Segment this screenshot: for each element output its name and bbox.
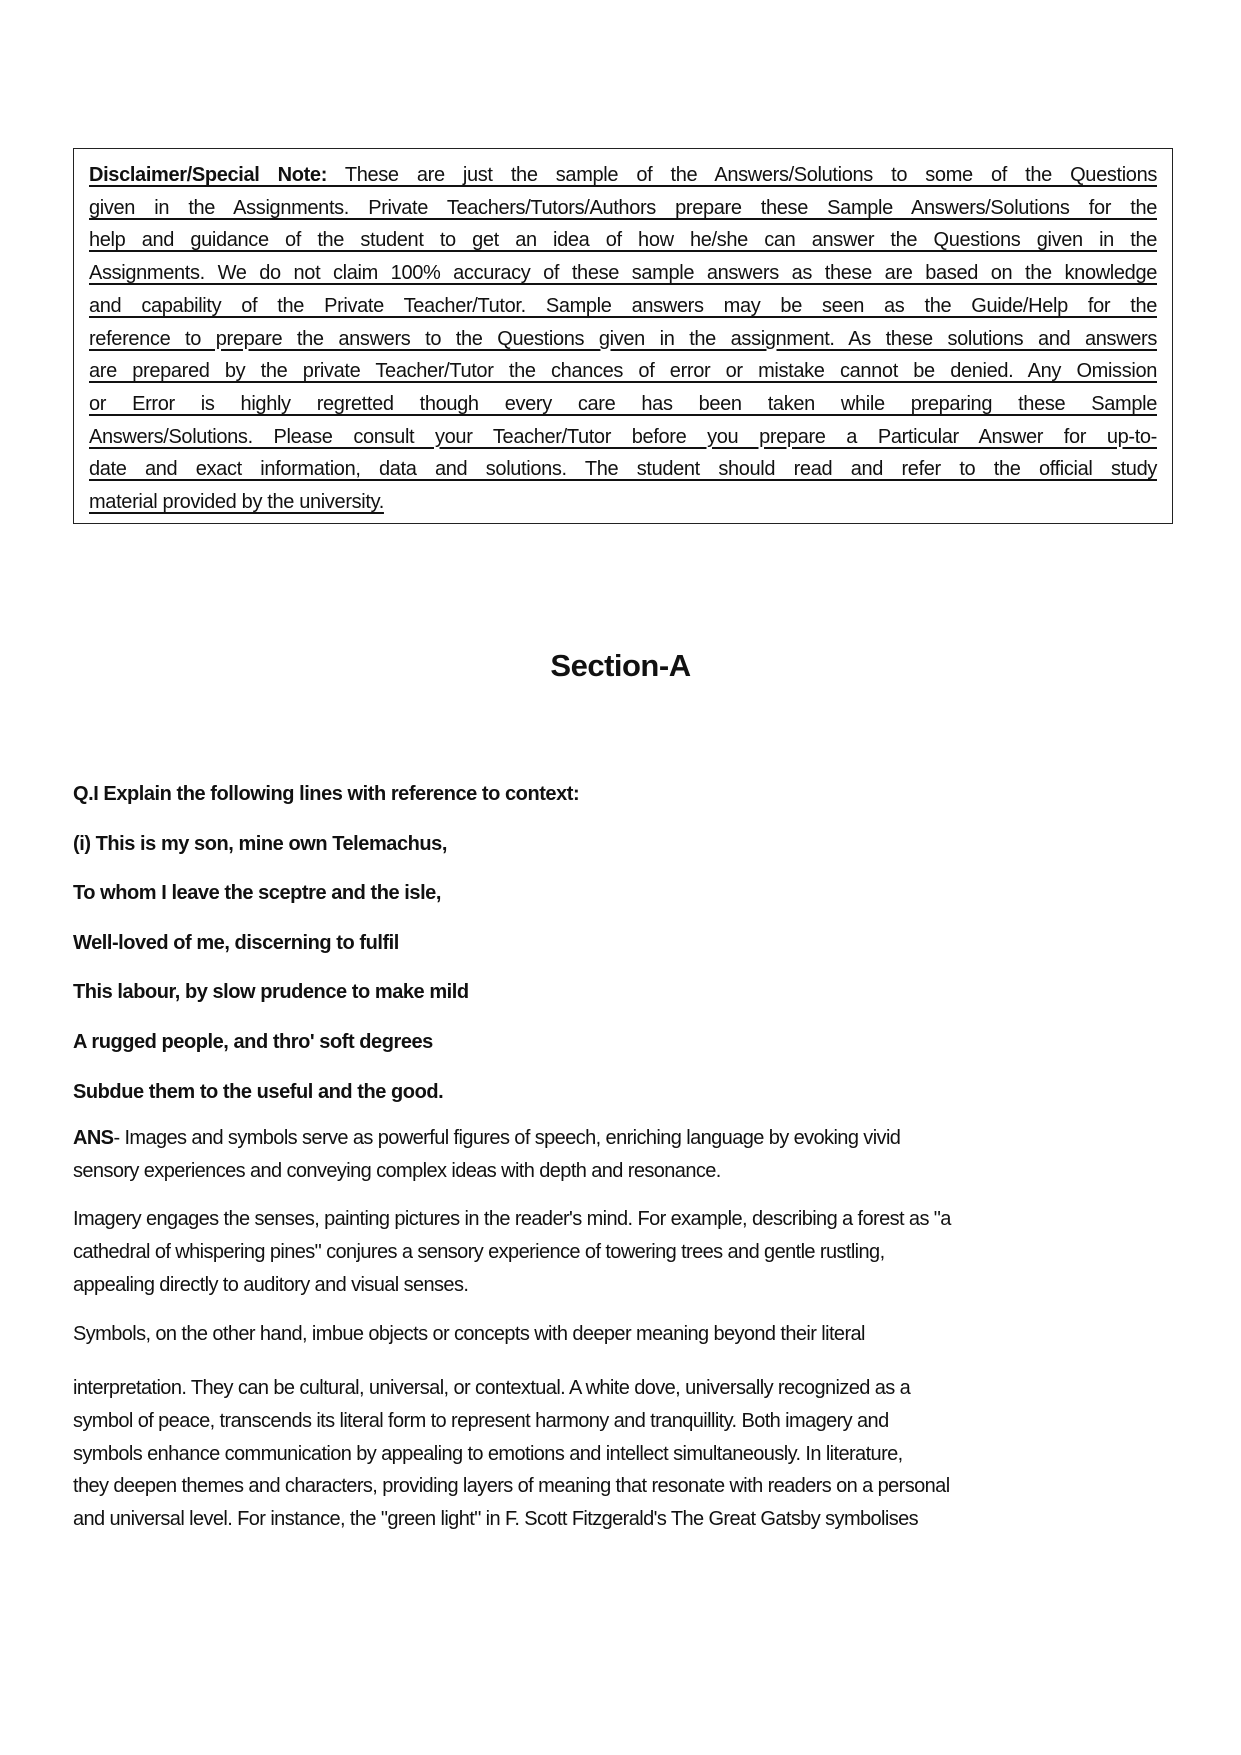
disclaimer-line: help and guidance of the student to get an idea of how he/she can answer the Questions given in the [89, 229, 1157, 252]
disclaimer-text [89, 159, 1157, 519]
answer-line: Imagery engages the senses, painting pictures in the reader's mind. For example, describing a forest as "a [73, 1208, 951, 1231]
poem-line: This labour, by slow prudence to make mild [73, 981, 469, 1004]
answer-paragraph [73, 1122, 1173, 1187]
answer-line: ANS- Images and symbols serve as powerful figures of speech, enriching language by evoking vivid [73, 1127, 901, 1149]
answer-line: cathedral of whispering pines" conjures a sensory experience of towering trees and gentle rustling, [73, 1241, 885, 1264]
question-block [73, 780, 1173, 1127]
disclaimer-line: are prepared by the private Teacher/Tutor the chances of error or mistake cannot be denied. Any Omission [89, 360, 1157, 383]
disclaimer-line: Assignments. We do not claim 100% accuracy of these sample answers as these are based on the knowledge [89, 262, 1157, 285]
poem-line: (i) This is my son, mine own Telemachus, [73, 832, 447, 855]
answer-line: they deepen themes and characters, providing layers of meaning that resonate with readers on a personal [73, 1475, 950, 1498]
disclaimer-line: reference to prepare the answers to the Questions given in the assignment. As these solutions and answers [89, 327, 1157, 350]
question-heading: Q.I Explain the following lines with reference to context: [73, 783, 580, 805]
answer-block [73, 1122, 1173, 1552]
disclaimer-line: material provided by the university. [89, 491, 384, 514]
answer-line: and universal level. For instance, the "green light" in F. Scott Fitzgerald's The Great Gatsby symbolises [73, 1508, 919, 1531]
poem-line: Subdue them to the useful and the good. [73, 1080, 444, 1103]
disclaimer-label: Disclaimer/Special Note: [89, 164, 328, 186]
answer-label: ANS [73, 1127, 114, 1149]
disclaimer-line: Disclaimer/Special Note: These are just the sample of the Answers/Solutions to some of the Questions [89, 164, 1157, 186]
disclaimer-line: given in the Assignments. Private Teachers/Tutors/Authors prepare these Sample Answers/Solutions for the [89, 196, 1157, 219]
section-title: Section-A [550, 648, 691, 683]
answer-line: Symbols, on the other hand, imbue objects or concepts with deeper meaning beyond their literal [73, 1322, 865, 1345]
disclaimer-line: date and exact information, data and solutions. The student should read and refer to the official study [89, 458, 1157, 481]
answer-paragraph [73, 1203, 1173, 1301]
answer-line: sensory experiences and conveying complex ideas with depth and resonance. [73, 1159, 721, 1182]
answer-line: symbol of peace, transcends its literal form to represent harmony and tranquillity. Both imagery and [73, 1409, 889, 1432]
answer-line: appealing directly to auditory and visual senses. [73, 1273, 469, 1296]
disclaimer-box [73, 148, 1173, 524]
poem-line: Well-loved of me, discerning to fulfil [73, 931, 399, 954]
disclaimer-line: Answers/Solutions. Please consult your Teacher/Tutor before you prepare a Particular Answer for up-to- [89, 425, 1157, 448]
poem-line: A rugged people, and thro' soft degrees [73, 1030, 433, 1053]
answer-line: symbols enhance communication by appealing to emotions and intellect simultaneously. In literature, [73, 1442, 903, 1465]
poem-line: To whom I leave the sceptre and the isle, [73, 882, 441, 905]
answer-paragraph [73, 1318, 1173, 1351]
disclaimer-line: or Error is highly regretted though every care has been taken while preparing these Sample [89, 392, 1157, 415]
answer-line: interpretation. They can be cultural, universal, or contextual. A white dove, universally recognized as a [73, 1377, 911, 1400]
disclaimer-line: and capability of the Private Teacher/Tutor. Sample answers may be seen as the Guide/Help for the [89, 294, 1157, 317]
answer-paragraph [73, 1372, 1173, 1536]
